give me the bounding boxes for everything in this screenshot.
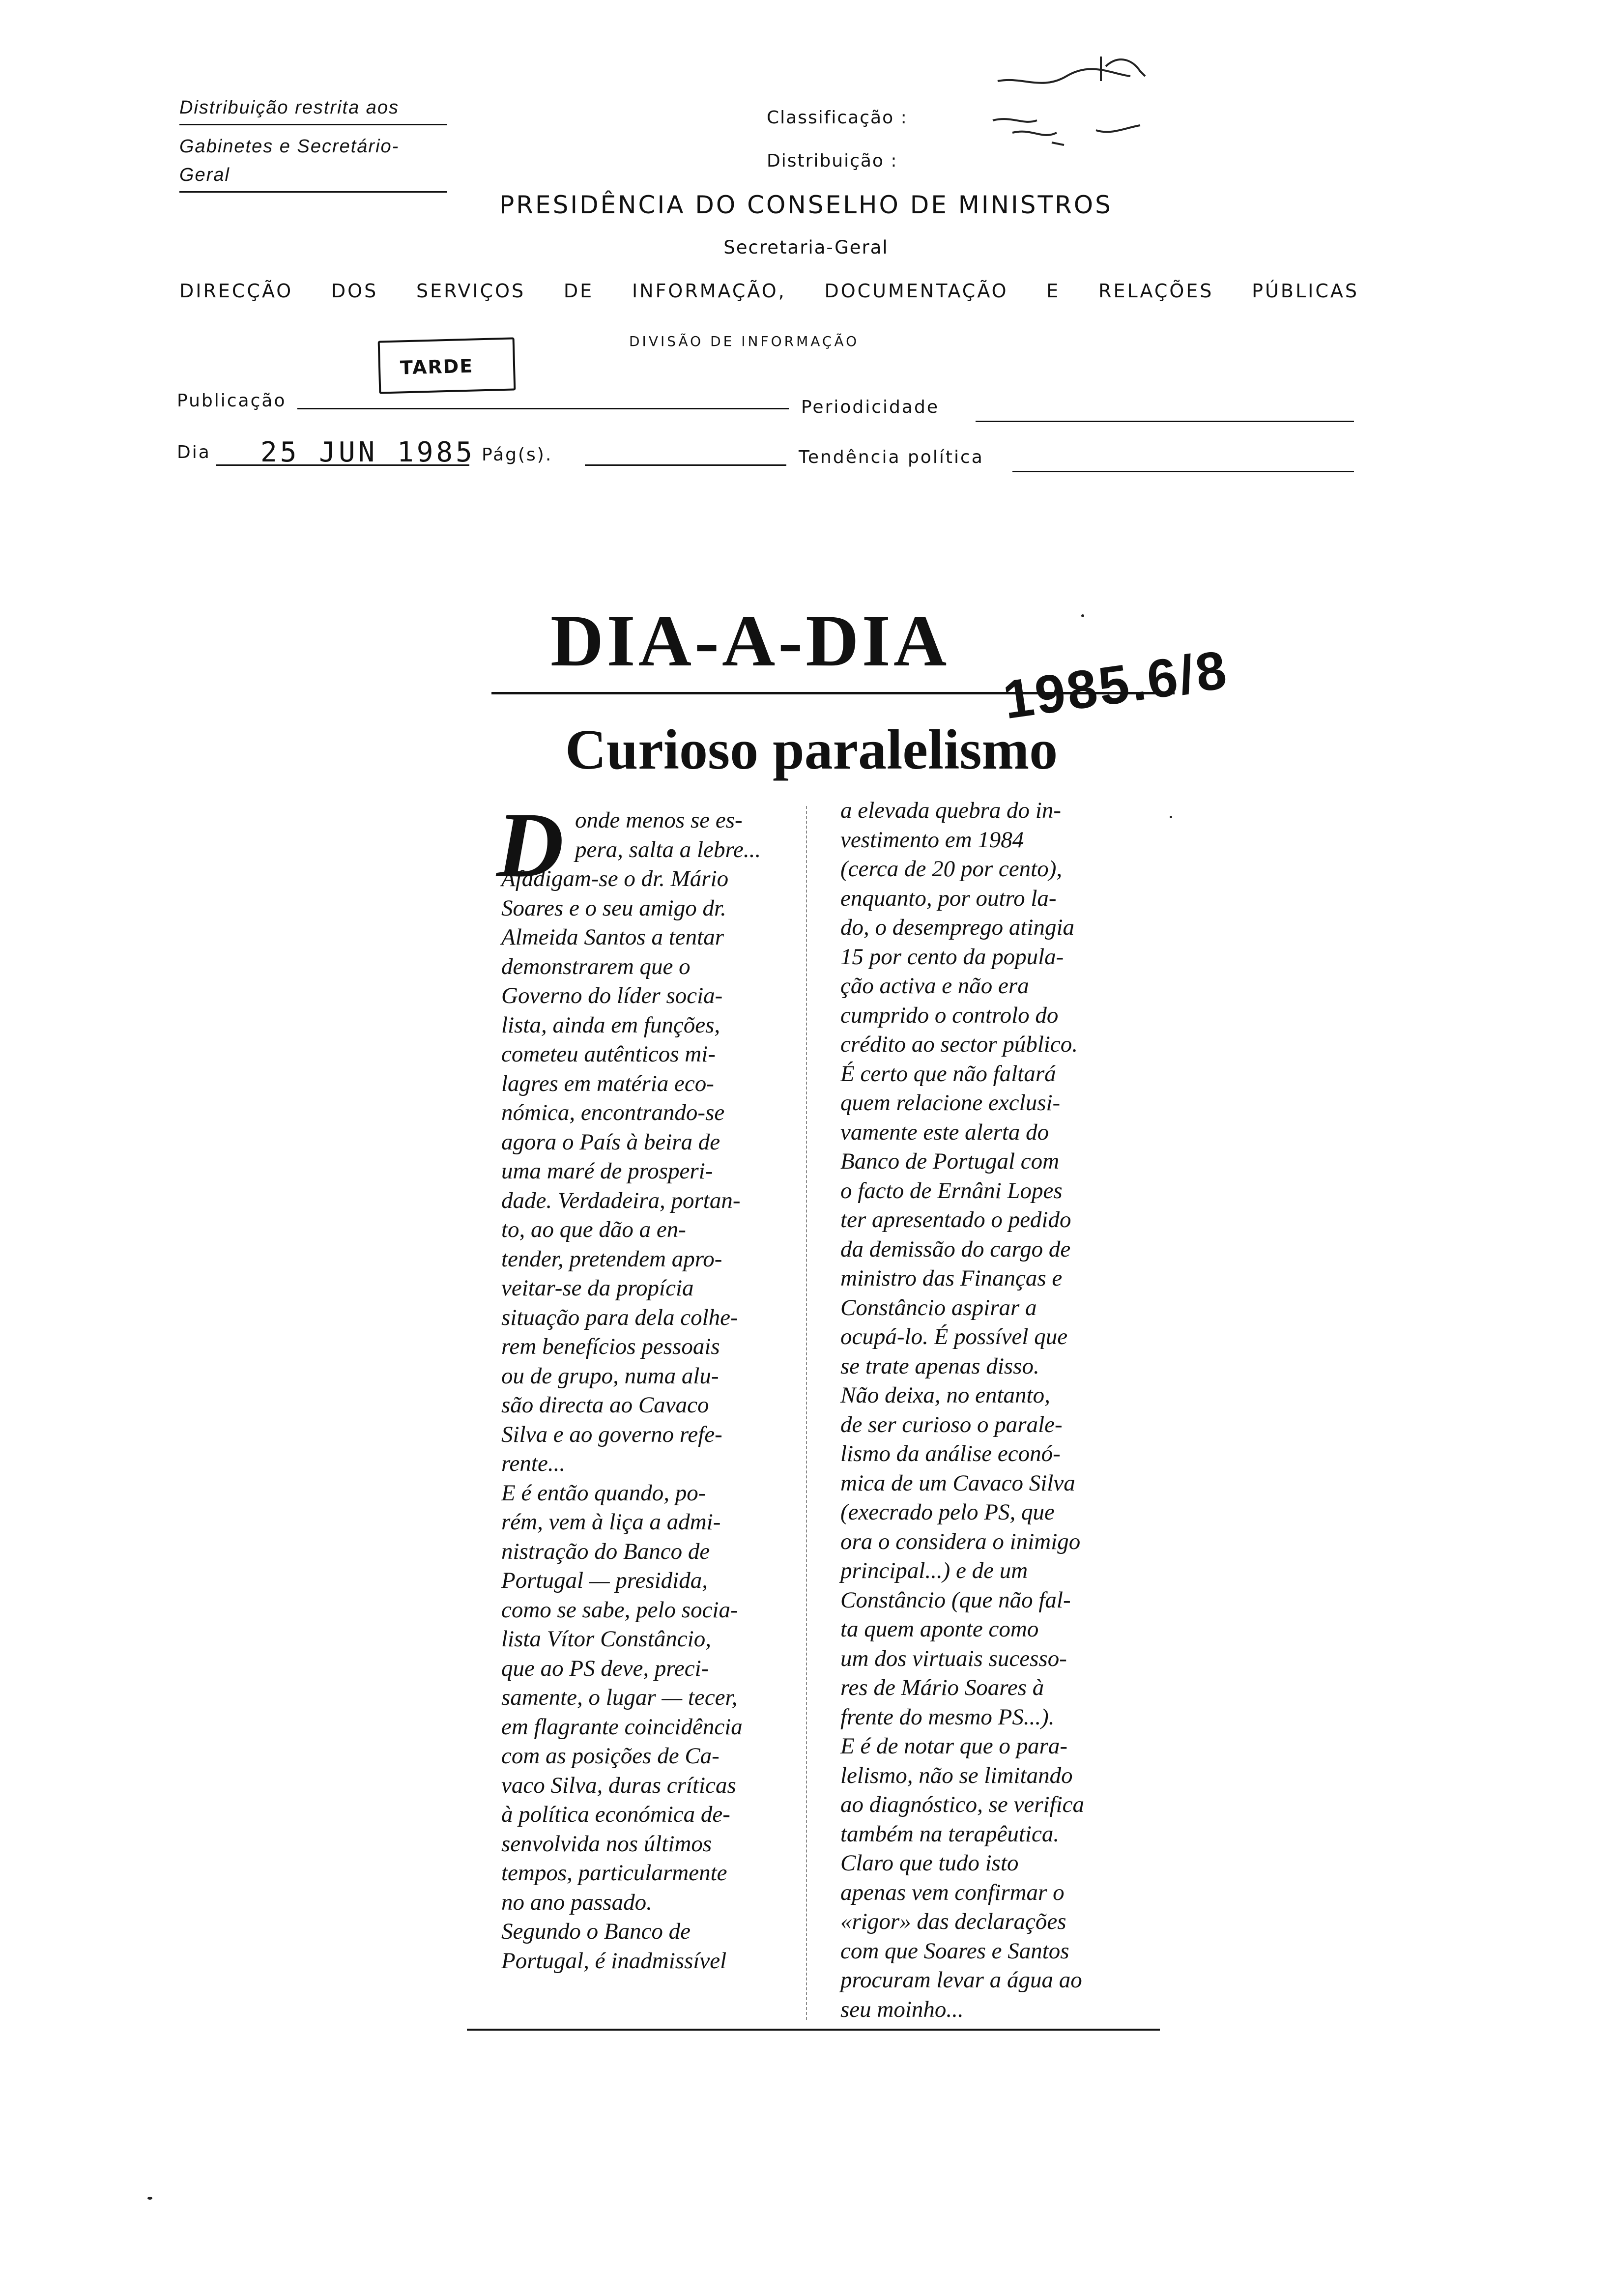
article-line: vamente este alerta do: [840, 1119, 1049, 1145]
article-line: ministro das Finanças e: [840, 1265, 1063, 1291]
article-line: ora o considera o inimigo: [840, 1528, 1081, 1554]
article-line: Portugal, é inadmissível: [501, 1948, 727, 1974]
article-line: lagres em matéria eco-: [501, 1070, 714, 1096]
article-line: também na terapêutica.: [840, 1821, 1060, 1847]
pags-line: [585, 464, 786, 466]
scan-speck: [1081, 614, 1084, 617]
handwritten-scribble: [983, 47, 1170, 174]
direccao-word: DOS: [331, 280, 378, 302]
article-line: apenas vem confirmar o: [840, 1879, 1065, 1905]
article-line: nómica, encontrando-se: [501, 1100, 725, 1125]
article-line: a elevada quebra do in-: [840, 798, 1062, 823]
headline: Curioso paralelismo: [565, 718, 1058, 781]
article-line: (cerca de 20 por cento),: [840, 856, 1063, 882]
article-line: um dos virtuais sucesso-: [840, 1645, 1067, 1671]
article-line: ou de grupo, numa alu-: [501, 1363, 719, 1389]
article-line: no ano passado.: [501, 1889, 652, 1915]
article-line: em flagrante coincidência: [501, 1714, 743, 1740]
classificacao-label: Classificação :: [767, 108, 908, 128]
direccao-word: SERVIÇOS: [416, 280, 526, 302]
article-line: Almeida Santos a tentar: [501, 924, 724, 950]
article-line: samente, o lugar — tecer,: [501, 1685, 738, 1710]
article-line: Afadigam-se o dr. Mário: [501, 866, 729, 891]
article-line: principal...) e de um: [840, 1558, 1028, 1583]
distribution-restriction: [179, 93, 447, 200]
article-line: frente do mesmo PS...).: [840, 1704, 1055, 1730]
article-line: crédito ao sector público.: [840, 1032, 1078, 1057]
periodicidade-line: [976, 421, 1354, 422]
direccao-word: DIRECÇÃO: [179, 280, 293, 302]
scan-speck: [1170, 816, 1172, 818]
article-line: É certo que não faltará: [840, 1061, 1056, 1087]
article-line: pera, salta a lebre...: [575, 836, 761, 862]
article-line: E é então quando, po-: [501, 1480, 706, 1506]
article-line: Constâncio (que não fal-: [840, 1587, 1071, 1613]
article-line: lismo da análise econó-: [840, 1441, 1061, 1466]
dia-value: 25 JUN 1985: [260, 436, 475, 468]
direccao-word: DOCUMENTAÇÃO: [824, 280, 1008, 302]
restricted-line-1: Distribuição restrita aos: [179, 93, 447, 125]
article-line: E é de notar que o para-: [840, 1733, 1068, 1759]
direccao-word: PÚBLICAS: [1252, 280, 1359, 302]
pags-label: Pág(s).: [482, 445, 553, 465]
article-line: onde menos se es-: [575, 807, 743, 833]
article-line: senvolvida nos últimos: [501, 1831, 712, 1857]
article-line: enquanto, por outro la-: [840, 885, 1057, 911]
tarde-stamp: [378, 337, 516, 394]
stamp-text: TARDE: [400, 355, 474, 379]
handwritten-reference: 1985.6/8: [999, 639, 1232, 731]
publicacao-line: [297, 408, 789, 409]
article-line: tempos, particularmente: [501, 1860, 727, 1886]
article-line: Silva e ao governo refe-: [501, 1421, 722, 1447]
article-line: do, o desemprego atingia: [840, 915, 1075, 940]
article-line: Segundo o Banco de: [501, 1919, 691, 1944]
article-line: vestimento em 1984: [840, 827, 1024, 853]
column-masthead: DIA-A-DIA: [550, 600, 950, 682]
article-line: uma maré de prosperi-: [501, 1158, 713, 1184]
article-line: ta quem aponte como: [840, 1616, 1039, 1642]
article-line: mica de um Cavaco Silva: [840, 1470, 1075, 1496]
article-line: ao diagnóstico, se verifica: [840, 1792, 1085, 1817]
article-line: to, ao que dão a en-: [501, 1217, 686, 1242]
article-line: que ao PS deve, preci-: [501, 1655, 709, 1681]
article-line: se trate apenas disso.: [840, 1353, 1039, 1379]
article-line: como se sabe, pelo socia-: [501, 1597, 738, 1623]
drop-cap: D: [496, 794, 564, 897]
article-line: Portugal — presidida,: [501, 1568, 708, 1593]
article-line: rém, vem à liça a admi-: [501, 1509, 721, 1535]
article-line: vaco Silva, duras críticas: [501, 1772, 736, 1798]
article-line: nistração do Banco de: [501, 1538, 710, 1564]
article-line: ocupá-lo. É possível que: [840, 1324, 1068, 1349]
classification-block: [767, 96, 908, 183]
dia-label: Dia: [177, 442, 211, 462]
article-line: dade. Verdadeira, portan-: [501, 1187, 741, 1213]
article-line: cumprido o controlo do: [840, 1002, 1059, 1028]
article-line: com as posições de Ca-: [501, 1743, 720, 1769]
direccao-word: INFORMAÇÃO,: [632, 280, 786, 302]
article-line: Banco de Portugal com: [840, 1148, 1060, 1174]
restricted-line-2: Gabinetes e Secretário-Geral: [179, 132, 447, 193]
article-line: rente...: [501, 1451, 566, 1476]
article-column-1: [501, 806, 796, 1976]
article-line: de ser curioso o parale-: [840, 1411, 1063, 1437]
distribuicao-label: Distribuição :: [767, 151, 898, 171]
article-line: da demissão do cargo de: [840, 1236, 1071, 1262]
article-line: Soares e o seu amigo dr.: [501, 895, 726, 921]
article-line: «rigor» das declarações: [840, 1909, 1066, 1934]
org-title: PRESIDÊNCIA DO CONSELHO DE MINISTROS: [499, 191, 1113, 219]
article-line: tender, pretendem apro-: [501, 1246, 722, 1272]
tendencia-line: [1012, 471, 1354, 472]
article-line: são directa ao Cavaco: [501, 1392, 709, 1418]
clipping-bottom-rule: [467, 2029, 1160, 2031]
divisao-label: DIVISÃO DE INFORMAÇÃO: [629, 333, 860, 349]
article-line: 15 por cento da popula-: [840, 944, 1064, 970]
article-line: com que Soares e Santos: [840, 1938, 1069, 1964]
article-line: seu moinho...: [840, 1996, 964, 2022]
periodicidade-label: Periodicidade: [801, 397, 939, 417]
direccao-word: RELAÇÕES: [1098, 280, 1214, 302]
article-column-2: [840, 796, 1160, 2024]
article-line: lista Vítor Constâncio,: [501, 1626, 711, 1652]
scan-speck: [147, 2197, 152, 2200]
article-line: Não deixa, no entanto,: [840, 1382, 1050, 1408]
article-line: veitar-se da propícia: [501, 1275, 694, 1301]
article-line: cometeu autênticos mi-: [501, 1041, 716, 1067]
article-line: Constâncio aspirar a: [840, 1294, 1037, 1320]
column-divider: [806, 806, 807, 2020]
article-line: demonstrarem que o: [501, 953, 691, 979]
article-line: à política económica de-: [501, 1802, 730, 1827]
article-line: procuram levar a água ao: [840, 1967, 1082, 1993]
org-subtitle: Secretaria-Geral: [723, 237, 889, 258]
article-line: lelismo, não se limitando: [840, 1762, 1073, 1788]
tendencia-label: Tendência política: [799, 447, 984, 467]
article-line: situação para dela colhe-: [501, 1304, 738, 1330]
article-line: lista, ainda em funções,: [501, 1012, 720, 1038]
article-line: rem benefícios pessoais: [501, 1334, 720, 1359]
direccao-word: DE: [563, 280, 594, 302]
article-line: Governo do líder socia-: [501, 983, 723, 1008]
article-line: ção activa e não era: [840, 973, 1029, 999]
article-line: quem relacione exclusi-: [840, 1090, 1061, 1116]
article-line: (execrado pelo PS, que: [840, 1499, 1055, 1525]
article-line: ter apresentado o pedido: [840, 1207, 1071, 1233]
direccao-word: E: [1046, 280, 1061, 302]
publicacao-label: Publicação: [177, 391, 287, 411]
article-line: agora o País à beira de: [501, 1129, 720, 1155]
article-line: res de Mário Soares à: [840, 1675, 1044, 1700]
direccao-line: [179, 280, 1359, 302]
article-line: Claro que tudo isto: [840, 1850, 1019, 1876]
article-line: o facto de Ernâni Lopes: [840, 1177, 1063, 1204]
